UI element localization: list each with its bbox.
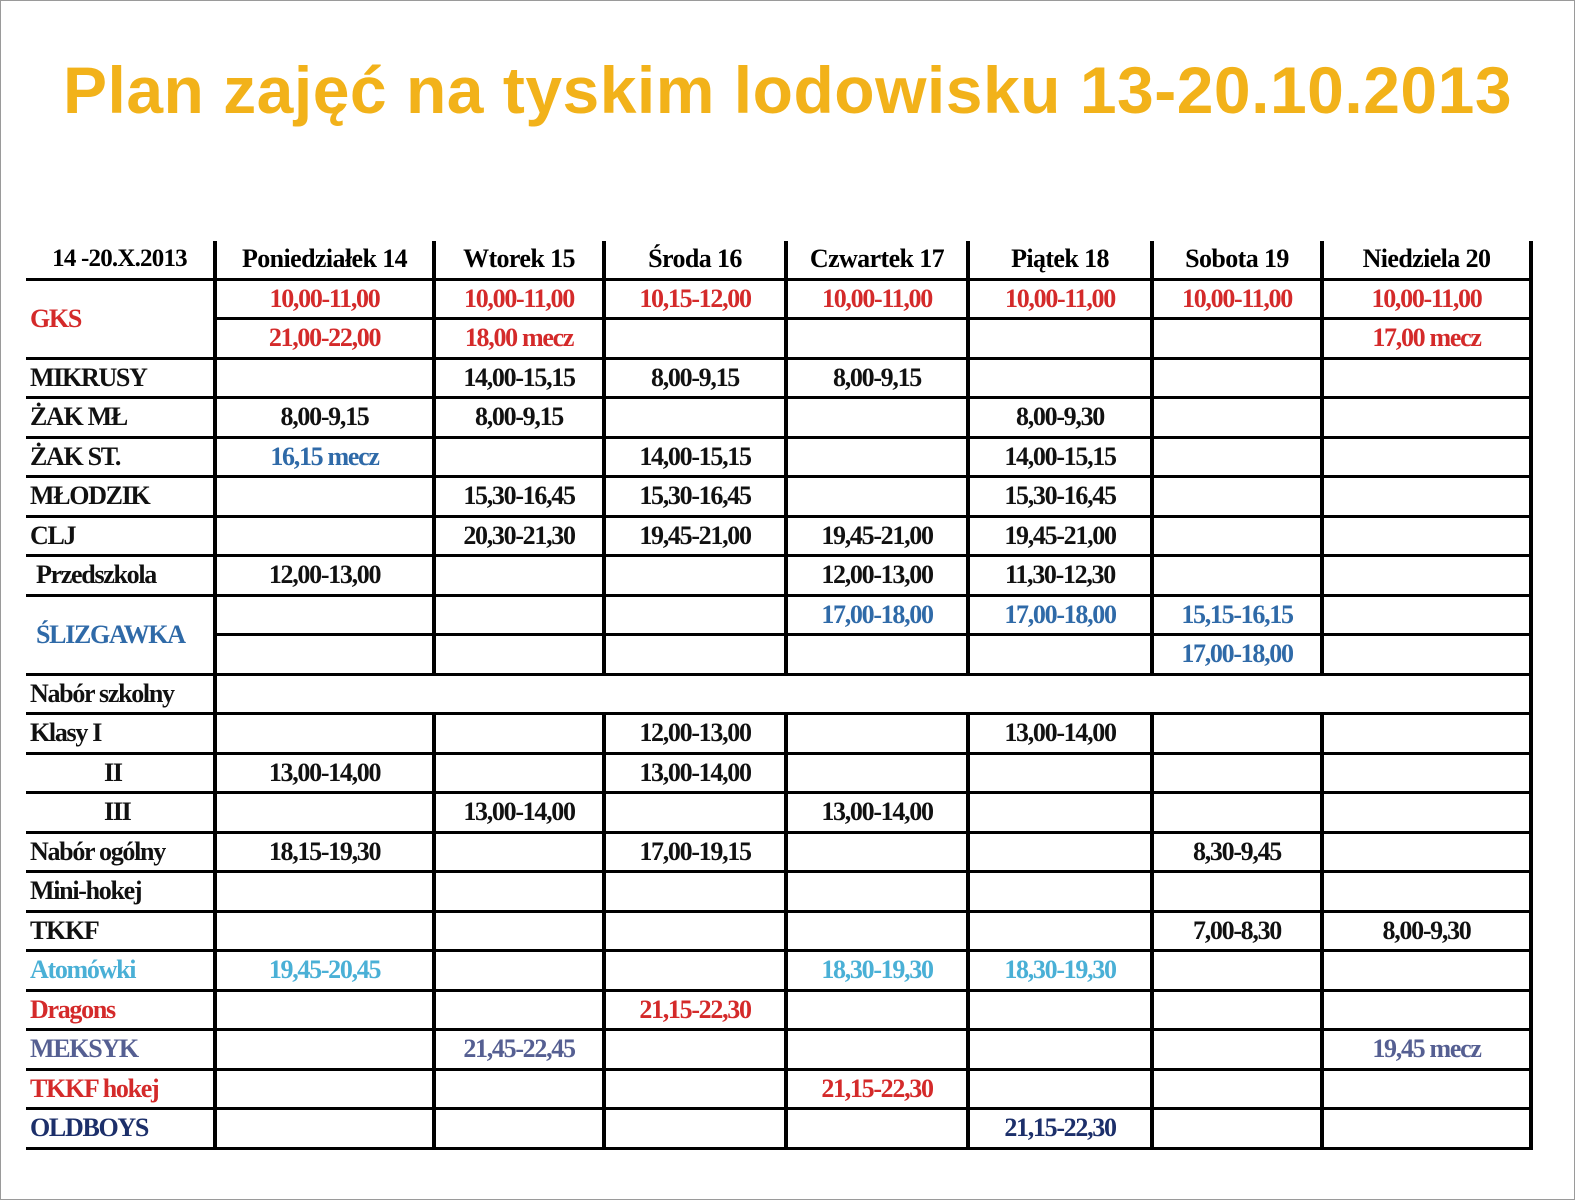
schedule-table (26, 241, 1533, 1150)
row-label: MIKRUSY (26, 358, 215, 398)
time-cell: 12,00-13,00 (786, 556, 968, 596)
time-cell (968, 1069, 1152, 1109)
time-cell (434, 674, 604, 714)
time-cell (215, 1109, 434, 1149)
schedule-row (26, 793, 1531, 833)
time-cell (434, 990, 604, 1030)
time-cell (968, 635, 1152, 675)
schedule-row (26, 556, 1531, 596)
time-cell: 8,00-9,30 (968, 398, 1152, 438)
time-cell: 10,00-11,00 (1152, 279, 1322, 319)
time-cell (1322, 714, 1531, 754)
time-cell (215, 595, 434, 635)
time-cell: 10,00-11,00 (215, 279, 434, 319)
schedule-row (26, 832, 1531, 872)
schedule-row (26, 477, 1531, 517)
time-cell (786, 872, 968, 912)
time-cell (1322, 1069, 1531, 1109)
time-cell (215, 674, 434, 714)
row-label: GKS (26, 279, 215, 358)
schedule-row (26, 1030, 1531, 1070)
time-cell (604, 793, 786, 833)
schedule-row (26, 990, 1531, 1030)
time-cell: 17,00-18,00 (1152, 635, 1322, 675)
time-cell: 21,15-22,30 (604, 990, 786, 1030)
time-cell (786, 911, 968, 951)
row-label: ŻAK ST. (26, 437, 215, 477)
time-cell (215, 1030, 434, 1070)
day-header: Piątek 18 (968, 241, 1152, 279)
time-cell (604, 635, 786, 675)
time-cell (434, 556, 604, 596)
time-cell (434, 911, 604, 951)
time-cell (434, 595, 604, 635)
time-cell (1322, 595, 1531, 635)
time-cell (215, 635, 434, 675)
time-cell (434, 714, 604, 754)
time-cell: 8,00-9,15 (786, 358, 968, 398)
day-header: Czwartek 17 (786, 241, 968, 279)
schedule-row (26, 635, 1531, 675)
schedule-row (26, 516, 1531, 556)
time-cell: 20,30-21,30 (434, 516, 604, 556)
time-cell (968, 1030, 1152, 1070)
row-label: CLJ (26, 516, 215, 556)
time-cell: 14,00-15,15 (434, 358, 604, 398)
time-cell: 10,00-11,00 (434, 279, 604, 319)
time-cell (604, 556, 786, 596)
schedule-row (26, 398, 1531, 438)
time-cell (604, 1109, 786, 1149)
time-cell: 8,00-9,15 (215, 398, 434, 438)
time-cell (786, 398, 968, 438)
time-cell (1152, 1069, 1322, 1109)
row-label: Nabór szkolny (26, 674, 215, 714)
day-header: Środa 16 (604, 241, 786, 279)
time-cell: 7,00-8,30 (1152, 911, 1322, 951)
time-cell (1322, 516, 1531, 556)
time-cell: 8,00-9,15 (604, 358, 786, 398)
time-cell: 14,00-15,15 (604, 437, 786, 477)
time-cell: 10,00-11,00 (1322, 279, 1531, 319)
page-title: Plan zajęć na tyskim lodowisku 13-20.10.2013 (62, 53, 1513, 127)
time-cell (968, 674, 1152, 714)
time-cell (434, 872, 604, 912)
row-label: Mini-hokej (26, 872, 215, 912)
row-label: TKKF hokej (26, 1069, 215, 1109)
time-cell (434, 635, 604, 675)
time-cell: 19,45-21,00 (604, 516, 786, 556)
time-cell: 12,00-13,00 (604, 714, 786, 754)
schedule-row (26, 1109, 1531, 1149)
time-cell: 17,00 mecz (1322, 319, 1531, 359)
day-header: Sobota 19 (1152, 241, 1322, 279)
time-cell: 15,30-16,45 (604, 477, 786, 517)
row-label: ŻAK MŁ (26, 398, 215, 438)
row-label: ŚLIZGAWKA (26, 595, 215, 674)
time-cell (215, 1069, 434, 1109)
time-cell: 21,00-22,00 (215, 319, 434, 359)
time-cell: 15,30-16,45 (434, 477, 604, 517)
schedule-row (26, 1069, 1531, 1109)
time-cell: 17,00-18,00 (968, 595, 1152, 635)
time-cell (604, 398, 786, 438)
row-label: II (26, 753, 215, 793)
time-cell: 19,45-20,45 (215, 951, 434, 991)
time-cell (604, 951, 786, 991)
time-cell (215, 990, 434, 1030)
time-cell (604, 872, 786, 912)
time-cell: 18,00 mecz (434, 319, 604, 359)
time-cell: 19,45-21,00 (968, 516, 1152, 556)
time-cell (1322, 872, 1531, 912)
time-cell (1152, 516, 1322, 556)
time-cell: 12,00-13,00 (215, 556, 434, 596)
schedule-row (26, 714, 1531, 754)
time-cell: 10,00-11,00 (786, 279, 968, 319)
time-cell (1322, 556, 1531, 596)
time-cell (1322, 437, 1531, 477)
row-label: Dragons (26, 990, 215, 1030)
time-cell (968, 753, 1152, 793)
schedule-row (26, 872, 1531, 912)
time-cell (1322, 477, 1531, 517)
time-cell (215, 516, 434, 556)
time-cell: 10,15-12,00 (604, 279, 786, 319)
time-cell (1152, 556, 1322, 596)
time-cell (215, 793, 434, 833)
time-cell (1322, 635, 1531, 675)
time-cell (1152, 398, 1322, 438)
time-cell: 15,15-16,15 (1152, 595, 1322, 635)
time-cell (1322, 358, 1531, 398)
time-cell (1152, 477, 1322, 517)
time-cell (434, 1109, 604, 1149)
time-cell (604, 674, 786, 714)
row-label: III (26, 793, 215, 833)
time-cell (968, 793, 1152, 833)
time-cell: 18,30-19,30 (968, 951, 1152, 991)
time-cell (1152, 437, 1322, 477)
time-cell (1322, 674, 1531, 714)
row-label: MEKSYK (26, 1030, 215, 1070)
time-cell: 18,30-19,30 (786, 951, 968, 991)
time-cell (434, 832, 604, 872)
time-cell (604, 1069, 786, 1109)
day-header: Niedziela 20 (1322, 241, 1531, 279)
time-cell (215, 477, 434, 517)
time-cell: 13,00-14,00 (604, 753, 786, 793)
day-header: Wtorek 15 (434, 241, 604, 279)
schedule-row (26, 951, 1531, 991)
schedule-row (26, 753, 1531, 793)
week-label: 14 -20.X.2013 (26, 241, 215, 279)
time-cell (1322, 793, 1531, 833)
header-row (26, 241, 1531, 279)
time-cell (434, 951, 604, 991)
time-cell: 13,00-14,00 (215, 753, 434, 793)
time-cell (215, 358, 434, 398)
time-cell (1322, 990, 1531, 1030)
schedule-row (26, 437, 1531, 477)
time-cell: 17,00-18,00 (786, 595, 968, 635)
time-cell (1152, 951, 1322, 991)
schedule-row (26, 358, 1531, 398)
time-cell (215, 872, 434, 912)
row-label: Nabór ogólny (26, 832, 215, 872)
time-cell (1152, 319, 1322, 359)
time-cell (968, 358, 1152, 398)
time-cell (968, 872, 1152, 912)
time-cell (434, 437, 604, 477)
time-cell (434, 753, 604, 793)
time-cell (604, 911, 786, 951)
time-cell (1322, 951, 1531, 991)
row-label: Przedszkola (26, 556, 215, 596)
time-cell (1152, 1109, 1322, 1149)
time-cell (786, 714, 968, 754)
time-cell (1322, 832, 1531, 872)
time-cell (1152, 753, 1322, 793)
time-cell (1152, 990, 1322, 1030)
time-cell (786, 753, 968, 793)
schedule-body (26, 279, 1531, 1148)
time-cell (786, 832, 968, 872)
time-cell: 8,00-9,30 (1322, 911, 1531, 951)
time-cell (1322, 398, 1531, 438)
time-cell: 15,30-16,45 (968, 477, 1152, 517)
time-cell (786, 1030, 968, 1070)
time-cell (968, 990, 1152, 1030)
schedule-row (26, 911, 1531, 951)
schedule-row (26, 319, 1531, 359)
time-cell (786, 990, 968, 1030)
time-cell: 8,30-9,45 (1152, 832, 1322, 872)
time-cell: 14,00-15,15 (968, 437, 1152, 477)
time-cell: 19,45-21,00 (786, 516, 968, 556)
time-cell (604, 319, 786, 359)
time-cell: 8,00-9,15 (434, 398, 604, 438)
time-cell (968, 319, 1152, 359)
time-cell (604, 1030, 786, 1070)
time-cell (1152, 872, 1322, 912)
time-cell (786, 674, 968, 714)
time-cell (1322, 753, 1531, 793)
time-cell (434, 1069, 604, 1109)
time-cell: 16,15 mecz (215, 437, 434, 477)
time-cell (968, 911, 1152, 951)
schedule-row (26, 279, 1531, 319)
time-cell: 21,45-22,45 (434, 1030, 604, 1070)
time-cell (786, 319, 968, 359)
row-label: Klasy I (26, 714, 215, 754)
row-label: Atomówki (26, 951, 215, 991)
time-cell (604, 595, 786, 635)
time-cell (786, 437, 968, 477)
time-cell (1152, 358, 1322, 398)
day-header: Poniedziałek 14 (215, 241, 434, 279)
time-cell: 11,30-12,30 (968, 556, 1152, 596)
time-cell: 19,45 mecz (1322, 1030, 1531, 1070)
time-cell: 10,00-11,00 (968, 279, 1152, 319)
time-cell (1152, 674, 1322, 714)
time-cell: 21,15-22,30 (968, 1109, 1152, 1149)
row-label: MŁODZIK (26, 477, 215, 517)
time-cell (786, 1109, 968, 1149)
time-cell (786, 477, 968, 517)
time-cell: 13,00-14,00 (434, 793, 604, 833)
time-cell: 21,15-22,30 (786, 1069, 968, 1109)
schedule-row (26, 674, 1531, 714)
time-cell (1152, 1030, 1322, 1070)
time-cell (968, 832, 1152, 872)
time-cell: 17,00-19,15 (604, 832, 786, 872)
time-cell (215, 714, 434, 754)
time-cell (1152, 714, 1322, 754)
time-cell (215, 911, 434, 951)
time-cell (786, 635, 968, 675)
time-cell: 18,15-19,30 (215, 832, 434, 872)
schedule-row (26, 595, 1531, 635)
time-cell (1322, 1109, 1531, 1149)
row-label: OLDBOYS (26, 1109, 215, 1149)
time-cell (1152, 793, 1322, 833)
row-label: TKKF (26, 911, 215, 951)
time-cell: 13,00-14,00 (786, 793, 968, 833)
time-cell: 13,00-14,00 (968, 714, 1152, 754)
